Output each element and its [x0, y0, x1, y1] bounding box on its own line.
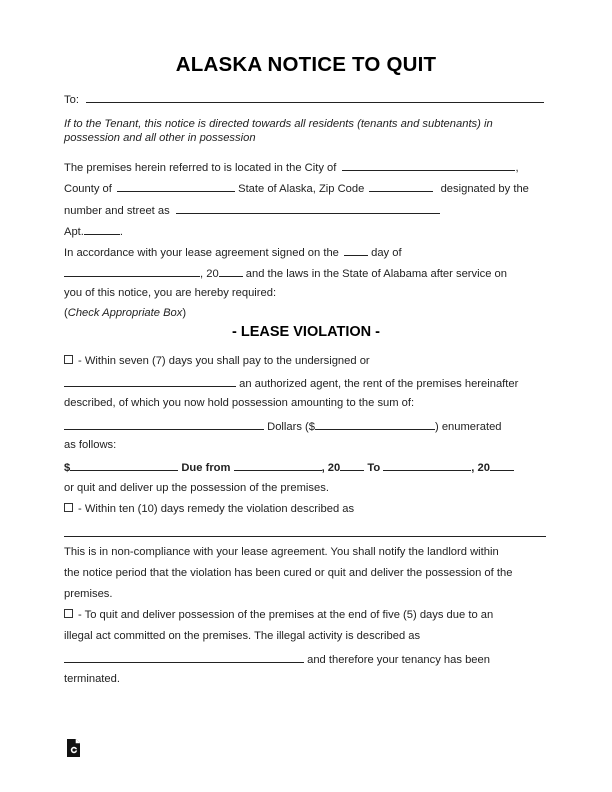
- option2-text-1: - Within ten (10) days remedy the violation described as: [78, 503, 355, 515]
- lease-day-of-label: day of: [371, 247, 402, 259]
- to-date-field[interactable]: [383, 460, 471, 471]
- check-paren-open: (: [64, 307, 68, 319]
- apt-line: [64, 224, 123, 238]
- dollars-amount-field[interactable]: [315, 419, 435, 430]
- option2-checkbox[interactable]: [64, 503, 73, 512]
- city-field[interactable]: [342, 160, 515, 171]
- to-year-field[interactable]: [490, 460, 514, 471]
- zip-field[interactable]: [369, 181, 433, 192]
- to-label: To:: [64, 94, 79, 106]
- note-line-1: If to the Tenant, this notice is directed towards all residents (tenants and subtenants) in: [64, 118, 493, 130]
- enumerated-label: ) enumerated: [434, 421, 502, 433]
- eforms-logo-icon: [66, 738, 82, 761]
- option3-text-3: and therefore your tenancy has been: [307, 654, 490, 666]
- section-title: - LEASE VIOLATION -: [232, 324, 380, 340]
- city-comma: ,: [515, 162, 519, 174]
- option3-text-1: - To quit and deliver possession of the premises at the end of five (5) days due to an: [78, 609, 494, 621]
- option1-line-1: [64, 355, 370, 367]
- county-field[interactable]: [117, 181, 235, 192]
- dollar-sign: $: [64, 462, 71, 474]
- option3-line-4: terminated.: [64, 673, 120, 685]
- option1-line-2: [64, 376, 518, 390]
- lease-line-1: [64, 245, 402, 259]
- check-instruction-text: Check Appropriate Box: [67, 307, 183, 319]
- lease-year-prefix: , 20: [200, 268, 219, 280]
- option3-line-2: illegal act committed on the premises. The illegal activity is described as: [64, 630, 421, 642]
- option2-para-3: premises.: [64, 588, 113, 600]
- apt-label: Apt.: [64, 226, 84, 238]
- dollars-label: Dollars ($: [267, 421, 315, 433]
- note-line-2: possession and all other in possession: [64, 132, 256, 144]
- dollars-words-field[interactable]: [64, 419, 264, 430]
- city-line: [64, 160, 519, 174]
- option1-line-7: or quit and deliver up the possession of the premises.: [64, 482, 329, 494]
- lease-line-3: you of this notice, you are hereby required:: [64, 287, 277, 299]
- option1-text-1: - Within seven (7) days you shall pay to the undersigned or: [78, 355, 370, 367]
- apt-field[interactable]: [84, 224, 120, 235]
- street-field[interactable]: [176, 203, 440, 214]
- county-line: [64, 181, 529, 195]
- document-title: ALASKA NOTICE TO QUIT: [175, 53, 437, 76]
- county-label: County of: [64, 183, 112, 195]
- due-from-year-field[interactable]: [340, 460, 364, 471]
- option2-para-1: This is in non-compliance with your lease agreement. You shall notify the landlord within: [64, 546, 499, 558]
- lease-year-field[interactable]: [219, 266, 243, 277]
- due-from-label: Due from: [181, 462, 231, 474]
- street-label: number and street as: [64, 205, 170, 217]
- option1-checkbox[interactable]: [64, 355, 73, 364]
- agent-field[interactable]: [64, 376, 236, 387]
- lease-line-2: [64, 266, 507, 280]
- option1-line-3: described, of which you now hold possession amounting to the sum of:: [64, 397, 415, 409]
- option3-line-3: [64, 652, 490, 666]
- option3-line-1: [64, 609, 493, 621]
- state-zip-label: State of Alaska, Zip Code: [238, 183, 365, 195]
- apt-period: .: [119, 226, 124, 238]
- to-year-prefix: , 20: [471, 462, 490, 474]
- option2-line-1: [64, 503, 354, 515]
- to-date-label: To: [367, 462, 381, 474]
- designated-label: designated by the: [440, 183, 529, 195]
- option1-line-5: as follows:: [64, 439, 117, 451]
- to-line: [64, 92, 544, 106]
- check-paren-close: ): [182, 307, 187, 319]
- option1-line-4: [64, 419, 502, 433]
- due-from-date-field[interactable]: [234, 460, 322, 471]
- check-box-instruction: [64, 307, 186, 319]
- lease-laws-label: and the laws in the State of Alabama after service on: [245, 268, 507, 280]
- to-field[interactable]: [86, 92, 544, 103]
- option1-text-2: an authorized agent, the rent of the premises hereinafter: [239, 378, 519, 390]
- lease-day-field[interactable]: [344, 245, 368, 256]
- amount-field[interactable]: [70, 460, 178, 471]
- due-from-year-prefix: , 20: [321, 462, 341, 474]
- street-line: [64, 203, 440, 217]
- option3-checkbox[interactable]: [64, 609, 73, 618]
- lease-signed-label: In accordance with your lease agreement signed on the: [64, 247, 339, 259]
- lease-month-field[interactable]: [64, 266, 200, 277]
- option1-line-6: [64, 460, 514, 474]
- violation-description-field[interactable]: [64, 536, 546, 537]
- illegal-activity-field[interactable]: [64, 652, 304, 663]
- city-label: The premises herein referred to is located in the City of: [64, 162, 337, 174]
- option2-para-2: the notice period that the violation has been cured or quit and deliver the possession of the: [64, 567, 513, 579]
